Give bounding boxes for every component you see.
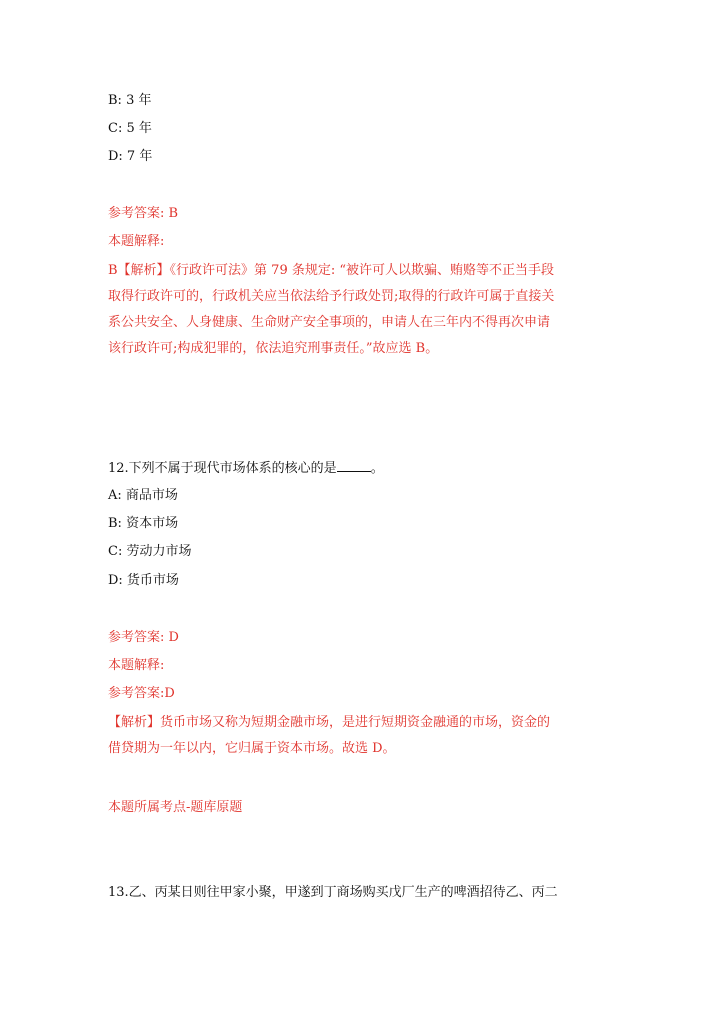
q12-blank <box>337 459 371 472</box>
q11-option-c: C: 5 年 <box>108 121 152 136</box>
q11-explanation <box>108 258 608 362</box>
q11-option-b: B: 3 年 <box>108 93 152 108</box>
q12-stem-text: 12.下列不属于现代市场体系的核心的是 <box>108 461 337 476</box>
q12-explanation-line: 【解析】货币市场又称为短期金融市场，是进行短期资金融通的市场，资金的 <box>108 715 551 730</box>
q12-answer: 参考答案: D <box>108 630 179 645</box>
q12-explanation-line: 借贷期为一年以内，它归属于资本市场。故选 D。 <box>108 741 396 756</box>
q12-option-b: B: 资本市场 <box>108 516 179 531</box>
q11-explanation-line: 取得行政许可的，行政机关应当依法给予行政处罚;取得的行政许可属于直接关 <box>108 289 555 304</box>
q11-explanation-line: 系公共安全、人身健康、生命财产安全事项的，申请人在三年内不得再次申请 <box>108 315 551 330</box>
q12-option-d: D: 货币市场 <box>108 573 179 588</box>
q12-option-c: C: 劳动力市场 <box>108 544 192 559</box>
q11-option-d: D: 7 年 <box>108 149 153 164</box>
q11-explanation-line: B【解析】《行政许可法》第 79 条规定: “被许可人以欺骗、贿赂等不正当手段 <box>108 263 555 278</box>
q11-explain-label: 本题解释: <box>108 234 165 249</box>
q12-stem-end: 。 <box>370 461 384 476</box>
q13-stem: 13.乙、丙某日则往甲家小聚，甲遂到丁商场购买戊厂生产的啤酒招待乙、丙二 <box>108 885 558 900</box>
q12-stem <box>108 459 384 478</box>
q12-source-note: 本题所属考点-题库原题 <box>108 800 243 815</box>
q12-option-a: A: 商品市场 <box>108 488 178 503</box>
q12-explain-label: 本题解释: <box>108 658 165 673</box>
q12-answer-repeat: 参考答案:D <box>108 686 175 701</box>
q12-explanation <box>108 710 608 762</box>
q11-answer: 参考答案: B <box>108 206 179 221</box>
q11-explanation-line: 该行政许可;构成犯罪的，依法追究刑事责任。”故应选 B。 <box>108 341 439 356</box>
